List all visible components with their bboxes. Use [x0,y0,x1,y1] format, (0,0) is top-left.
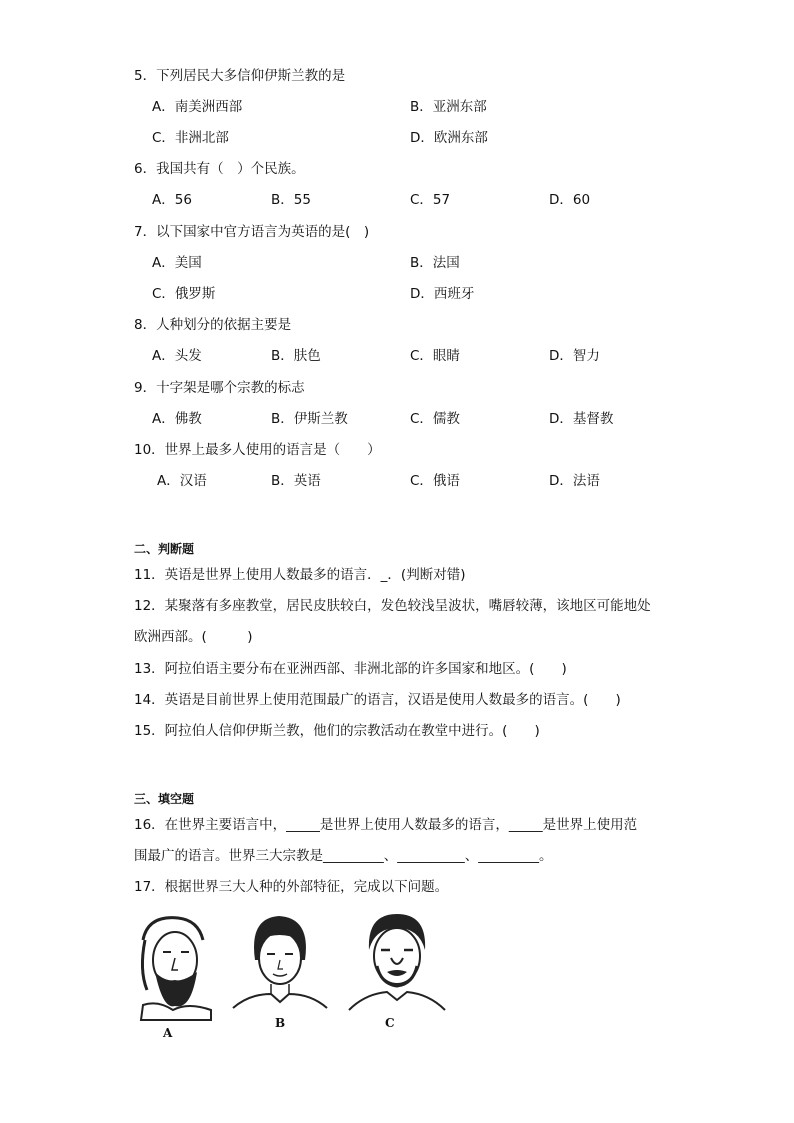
question-7-option-c: C．俄罗斯 [152,286,216,302]
question-6-stem: 6．我国共有（ ）个民族。 [134,161,305,177]
question-13: 13．阿拉伯语主要分布在亚洲西部、非洲北部的许多国家和地区。( ) [134,661,567,677]
question-8-option-b: B．肤色 [271,348,321,364]
question-5-option-c: C．非洲北部 [152,130,229,146]
question-16-line-1: 16．在世界主要语言中，_____是世界上使用人数最多的语言，_____是世界上使用范 [134,817,638,833]
question-10-stem: 10．世界上最多人使用的语言是（ ） [134,442,381,458]
question-6-option-a: A．56 [152,192,192,208]
question-10-option-b: B．英语 [271,473,321,489]
question-16-line-2: 围最广的语言。世界三大宗教是_________、__________、_________。 [134,848,553,864]
question-9-option-a: A．佛教 [152,411,202,427]
question-12-line-2: 欧洲西部。( ) [134,629,253,645]
portrait-b-illustration [229,910,329,1020]
question-8-option-a: A．头发 [152,348,202,364]
question-12-line-1: 12．某聚落有多座教堂，居民皮肤较白，发色较浅呈波状，嘴唇较薄，该地区可能地处 [134,598,651,614]
question-10-option-d: D．法语 [549,473,600,489]
portrait-a-illustration [133,910,213,1030]
question-5-option-d: D．欧洲东部 [410,130,488,146]
question-10-option-a: A．汉语 [157,473,207,489]
portrait-c-label: C [385,1016,395,1030]
section-fill-blank-heading: 三、填空题 [134,792,195,806]
question-5-option-b: B．亚洲东部 [410,99,487,115]
question-7-stem: 7．以下国家中官方语言为英语的是( ) [134,224,370,240]
question-11: 11．英语是世界上使用人数最多的语言．_．(判断对错) [134,567,466,583]
question-17: 17．根据世界三大人种的外部特征，完成以下问题。 [134,879,449,895]
race-portraits-figure [133,910,453,1040]
question-7-option-a: A．美国 [152,255,202,271]
question-9-option-d: D．基督教 [549,411,614,427]
question-9-option-b: B．伊斯兰教 [271,411,348,427]
portrait-c-illustration [347,910,447,1020]
question-15: 15．阿拉伯人信仰伊斯兰教，他们的宗教活动在教堂中进行。( ) [134,723,540,739]
question-10-option-c: C．俄语 [410,473,460,489]
question-6-option-d: D．60 [549,192,591,208]
question-6-option-c: C．57 [410,192,451,208]
question-7-option-b: B．法国 [410,255,460,271]
question-5-option-a: A．南美洲西部 [152,99,243,115]
question-14: 14．英语是目前世界上使用范围最广的语言，汉语是使用人数最多的语言。( ) [134,692,621,708]
question-6-option-b: B．55 [271,192,311,208]
question-5-stem: 5．下列居民大多信仰伊斯兰教的是 [134,68,346,84]
question-9-option-c: C．儒教 [410,411,460,427]
question-7-option-d: D．西班牙 [410,286,475,302]
question-8-stem: 8．人种划分的依据主要是 [134,317,292,333]
question-8-option-c: C．眼睛 [410,348,460,364]
question-8-option-d: D．智力 [549,348,600,364]
portrait-a-label: A [163,1026,173,1040]
section-true-false-heading: 二、判断题 [134,542,195,556]
portrait-b-label: B [275,1016,286,1030]
question-9-stem: 9．十字架是哪个宗教的标志 [134,380,305,396]
